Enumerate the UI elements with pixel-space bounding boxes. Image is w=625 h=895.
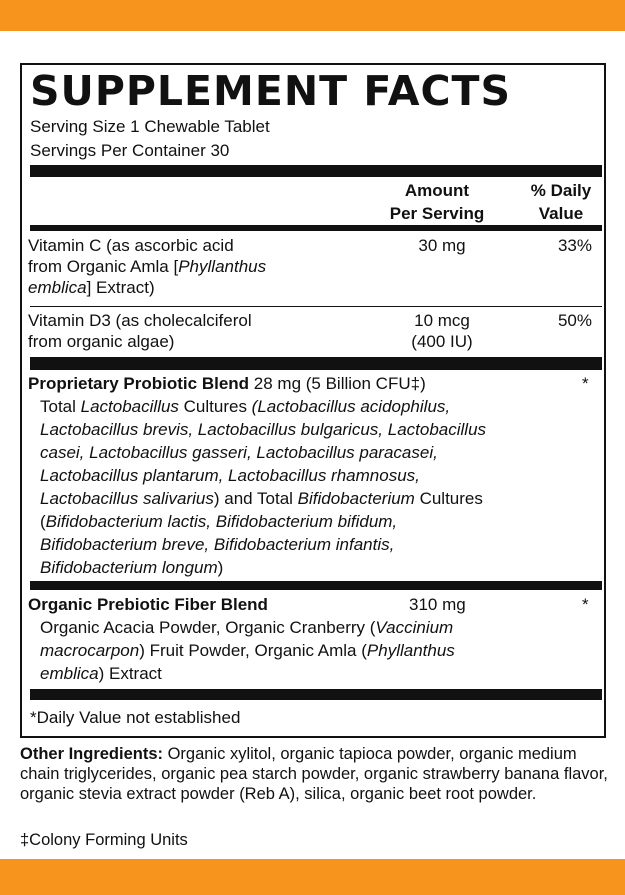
vitamin-c-line1: Vitamin C (as ascorbic acid xyxy=(28,236,234,255)
dv-header-line2: Value xyxy=(538,204,584,223)
amount-header-line2: Per Serving xyxy=(389,204,485,223)
vitamin-c-species: emblica xyxy=(28,278,87,297)
thick-divider-3 xyxy=(30,581,602,590)
prebiotic-l2c: Phyllanthus xyxy=(366,641,455,660)
probiotic-l2: Lactobacillus brevis, Lactobacillus bulgaricus, Lactobacillus xyxy=(40,420,487,439)
servings-per-container: Servings Per Container 30 xyxy=(30,141,230,160)
probiotic-l1a: Total xyxy=(40,397,81,416)
thick-divider-2 xyxy=(30,357,602,370)
probiotic-line8 xyxy=(40,556,223,579)
probiotic-line2 xyxy=(40,418,486,441)
probiotic-l8b: ) xyxy=(217,558,224,577)
prebiotic-l1b: Vaccinium xyxy=(375,618,454,637)
prebiotic-line3 xyxy=(40,662,162,685)
probiotic-l8a: Bifidobacterium longum xyxy=(40,558,218,577)
prebiotic-line2 xyxy=(40,639,455,662)
probiotic-line4 xyxy=(40,464,420,487)
probiotic-l7: Bifidobacterium breve, Bifidobacterium infantis, xyxy=(40,535,395,554)
prebiotic-dv: * xyxy=(582,595,589,614)
probiotic-line3 xyxy=(40,441,438,464)
prebiotic-title xyxy=(28,593,268,616)
daily-value-header xyxy=(514,179,608,225)
vitamin-c-line2 xyxy=(28,256,358,277)
probiotic-line1 xyxy=(40,395,450,418)
vitamin-d3-amount xyxy=(392,310,492,352)
vitamin-c-name xyxy=(28,235,358,298)
probiotic-l1b: Lactobacillus xyxy=(80,397,179,416)
probiotic-l1c: Cultures xyxy=(178,397,252,416)
prebiotic-l2b: ) Fruit Powder, Organic Amla ( xyxy=(139,641,367,660)
thick-divider-4 xyxy=(30,689,602,700)
probiotic-line6 xyxy=(40,510,397,533)
prebiotic-l3a: emblica xyxy=(40,664,99,683)
dv-header-line1: % Daily xyxy=(530,181,592,200)
serving-size: Serving Size 1 Chewable Tablet xyxy=(30,117,270,136)
vitamin-d3-amount-line2: (400 IU) xyxy=(411,332,473,351)
probiotic-l6a: ( xyxy=(40,512,46,531)
vitamin-c-genus: Phyllanthus xyxy=(178,257,267,276)
probiotic-dv: * xyxy=(582,374,589,393)
amount-header-line1: Amount xyxy=(404,181,470,200)
probiotic-title-line xyxy=(28,372,426,395)
vitamin-c-amount: 30 mg xyxy=(418,236,466,255)
prebiotic-l2a: macrocarpon xyxy=(40,641,140,660)
vitamin-d3-amount-line1: 10 mcg xyxy=(414,311,470,330)
vitamin-d3-name xyxy=(28,310,358,352)
prebiotic-line1 xyxy=(40,616,453,639)
probiotic-line5 xyxy=(40,487,483,510)
vitamin-d3-dv: 50% xyxy=(557,311,592,330)
top-orange-band xyxy=(0,0,625,31)
probiotic-l6b: Bifidobacterium lactis, Bifidobacterium bifidum, xyxy=(45,512,398,531)
probiotic-l3: casei, Lactobacillus gasseri, Lactobacillus paracasei, xyxy=(40,443,438,462)
vitamin-c-line3 xyxy=(28,277,358,298)
daily-value-note: *Daily Value not established xyxy=(30,708,241,727)
other-ingredients xyxy=(20,744,612,804)
probiotic-l5b: ) and Total xyxy=(213,489,298,508)
probiotic-amount: 28 mg (5 Billion CFU‡) xyxy=(253,374,426,393)
prebiotic-name: Organic Prebiotic Fiber Blend xyxy=(28,595,268,614)
other-ingredients-label: Other Ingredients: xyxy=(20,745,164,763)
thick-divider-1 xyxy=(30,165,602,177)
vitamin-d3-line2: from organic algae) xyxy=(28,332,175,351)
vitamin-c-dv: 33% xyxy=(557,236,592,255)
panel-title: SUPPLEMENT FACTS xyxy=(30,67,512,115)
prebiotic-l1a: Organic Acacia Powder, Organic Cranberry ( xyxy=(40,618,376,637)
probiotic-name: Proprietary Probiotic Blend xyxy=(28,374,250,393)
prebiotic-l3b: ) Extract xyxy=(98,664,162,683)
prebiotic-amount: 310 mg xyxy=(409,595,466,614)
vitamin-d3-line1: Vitamin D3 (as cholecalciferol xyxy=(28,311,252,330)
probiotic-l4: Lactobacillus plantarum, Lactobacillus rhamnosus, xyxy=(40,466,420,485)
probiotic-l1d: (Lactobacillus acidophilus, xyxy=(251,397,451,416)
supplement-facts-panel xyxy=(20,63,606,738)
medium-divider xyxy=(30,225,602,231)
probiotic-l5a: Lactobacillus salivarius xyxy=(40,489,214,508)
vitamin-c-extract: ] Extract) xyxy=(86,278,155,297)
amount-header xyxy=(372,179,502,225)
row-divider xyxy=(30,306,602,307)
vitamin-c-source: from Organic Amla [ xyxy=(28,257,179,276)
probiotic-l5c: Bifidobacterium xyxy=(297,489,415,508)
cfu-footnote: ‡Colony Forming Units xyxy=(20,831,188,849)
other-ingredients-text: Organic xylitol, organic tapioca powder, organic medium chain triglycerides, organic pea starch powder, organic strawberry banana flavor, organic stevia extract powder (Reb A), silica, organic beet root powder. xyxy=(20,745,608,803)
probiotic-line7 xyxy=(40,533,394,556)
bottom-orange-band xyxy=(0,859,625,895)
probiotic-l5d: Cultures xyxy=(414,489,483,508)
